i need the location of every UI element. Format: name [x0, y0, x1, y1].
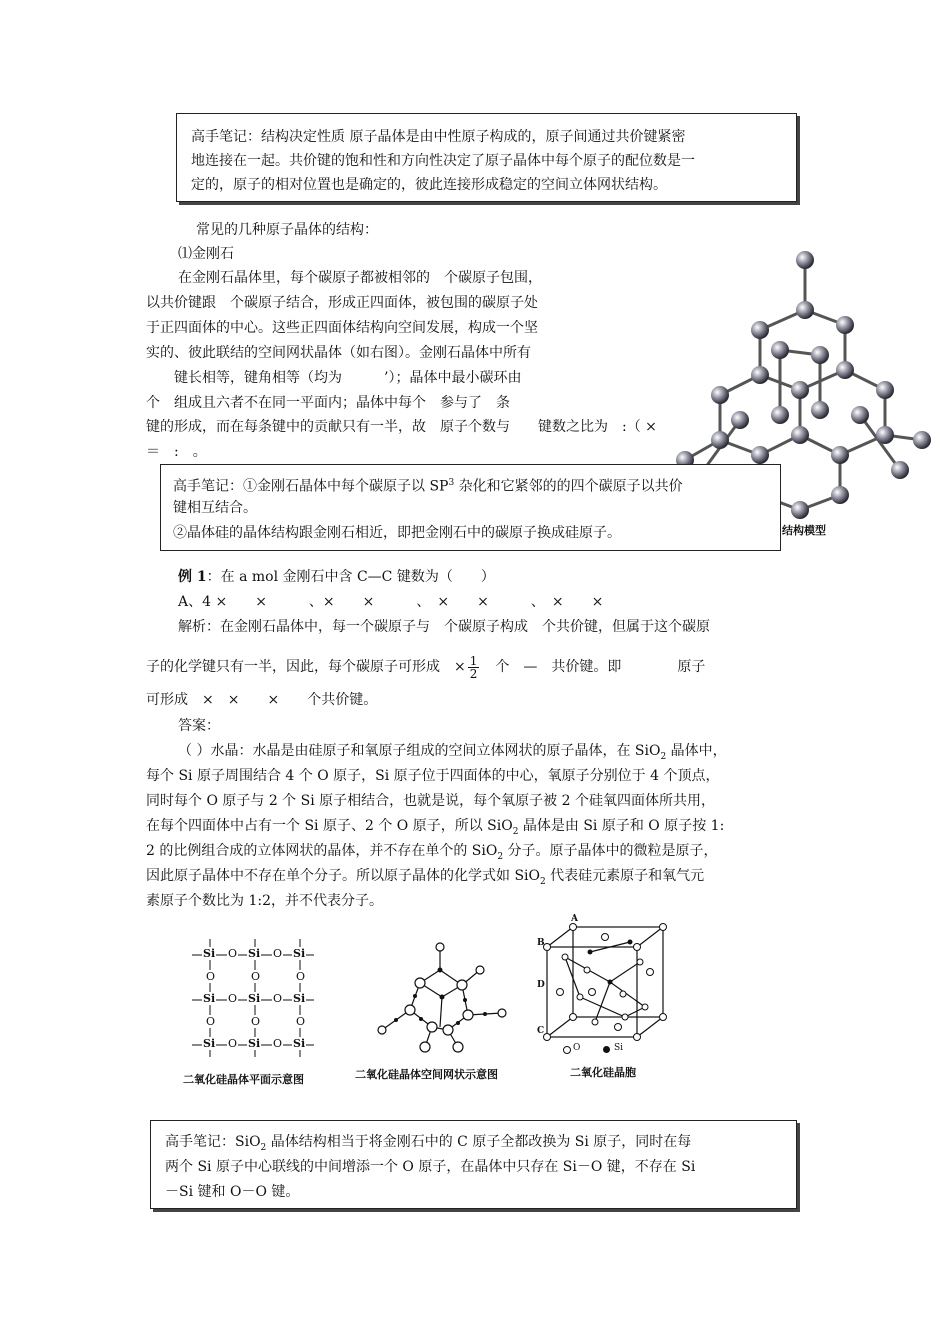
note3-line-1-pre: 高手笔记：SiO: [165, 1134, 261, 1150]
diamond-para-line-4: 实的、彼此联结的空间网状晶体（如右图）。金刚石晶体中所有: [146, 345, 531, 361]
note3-line-1-post: 晶体结构相当于将金刚石中的 C 原子全都改换为 Si 原子，同时在每: [266, 1134, 692, 1150]
example-1-analysis-2: [146, 652, 705, 682]
note2-line-1-pre: 高手笔记：①金刚石晶体中每个碳原子以 SP: [173, 478, 449, 495]
planar-o-8: O: [251, 970, 261, 983]
planar-o-10: O: [206, 1015, 216, 1028]
fraction-numerator: 1: [469, 653, 478, 668]
note3-line-3: －Si 键和 O－O 键。: [165, 1184, 300, 1200]
quartz-line-4-sub: 2: [512, 826, 519, 837]
legend-o-open-circle-icon: [563, 1046, 571, 1054]
planar-si-1: Si: [203, 947, 216, 960]
diamond-para-line-6: 个 组成且六者不在同一平面内；晶体中每个 参与了 条: [146, 395, 510, 411]
diamond-heading: ⑴金刚石: [178, 246, 234, 262]
sio2-unit-cell-diagram: [535, 914, 675, 1062]
example-1-analysis-1: 解析：在金刚石晶体中，每一个碳原子与 个碳原子构成 个共价键，但属于这个碳原: [178, 619, 710, 635]
planar-o-5: O: [228, 1037, 238, 1050]
diamond-para-line-2: 以共价键跟 个碳原子结合，形成正四面体，被包围的碳原子处: [146, 295, 538, 311]
planar-o-2: O: [273, 947, 283, 960]
planar-si-3: Si: [293, 947, 306, 960]
quartz-line-4: [146, 816, 724, 842]
planar-si-7: Si: [203, 1037, 216, 1050]
quartz-line-3: 同时每个 O 原子与 2 个 Si 原子相结合，也就是说，每个氧原子被 2 个硅氧四面体所共用，: [146, 793, 715, 809]
quartz-line-5-pre: 2 的比例组合成的立体网状的晶体，并不存在单个的 SiO: [146, 843, 498, 859]
sio2-planar-diagram: [188, 935, 318, 1060]
analysis-2-pre: 子的化学键只有一半，因此，每个碳原子可形成 ×: [146, 659, 466, 675]
example-1-text: ：在 a mol 金刚石中含 C—C 键数为（ ）: [206, 569, 495, 585]
diamond-para-line-3: 于正四面体的中心。这些正四面体结构向空间发展，构成一个坚: [146, 320, 538, 336]
example-1-analysis-3: 可形成 × × × 个共价键。: [146, 692, 378, 708]
note2-line-3: ②晶体硅的晶体结构跟金刚石相近，即把金刚石中的碳原子换成硅原子。: [173, 525, 621, 541]
quartz-line-6-pre: 因此原子晶体中不存在单个分子。所以原子晶体的化学式如 SiO: [146, 868, 540, 884]
planar-si-9: Si: [293, 1037, 306, 1050]
legend-si-filled-circle-icon: [603, 1046, 610, 1053]
planar-o-12: O: [296, 1015, 306, 1028]
one-half-fraction: [468, 655, 480, 680]
planar-o-6: O: [273, 1037, 283, 1050]
quartz-line-4-post: 晶体是由 Si 原子和 O 原子按 1:: [518, 818, 725, 834]
diamond-para-line-7: 键的形成，而在每条键中的贡献只有一半，故 原子个数与 键数之比为 :（ ×: [146, 419, 671, 435]
planar-si-2: Si: [248, 947, 261, 960]
note-box-1: [176, 113, 797, 202]
quartz-line-2: 每个 Si 原子周围结合 4 个 O 原子，Si 原子位于四面体的中心，氧原子分别位于 4 个顶点，: [146, 768, 720, 784]
fraction-denominator: 2: [469, 666, 478, 681]
quartz-line-5: [146, 841, 718, 867]
planar-si-4: Si: [203, 992, 216, 1005]
section-heading: 常见的几种原子晶体的结构：: [196, 222, 378, 238]
quartz-line-4-pre: 在每个四面体中占有一个 Si 原子、2 个 O 原子，所以 SiO: [146, 818, 513, 834]
quartz-line-7: 素原子个数比为 1:2，并不代表分子。: [146, 893, 383, 909]
unit-cell-label-d: D: [537, 980, 545, 990]
note2-line-2: 键相互结合。: [173, 500, 257, 516]
fig1-caption: 二氧化硅晶体平面示意图: [183, 1073, 304, 1086]
planar-o-11: O: [251, 1015, 261, 1028]
planar-si-5: Si: [248, 992, 261, 1005]
diamond-model-caption: 结构模型: [782, 524, 826, 537]
unit-cell-lines: [535, 922, 675, 1062]
unit-cell-label-c: C: [537, 1026, 545, 1036]
note1-line-2: 地连接在一起。共价键的饱和性和方向性决定了原子晶体中每个原子的配位数是一: [191, 153, 695, 169]
example-1-label: 例 1: [178, 569, 207, 585]
note2-line-1-post: 杂化和它紧邻的的四个碳原子以共价: [454, 478, 683, 495]
sio2-spatial-network-diagram: [370, 935, 520, 1060]
fig3-caption: 二氧化硅晶胞: [570, 1066, 636, 1079]
note1-line-3: 定的，原子的相对位置也是确定的，彼此连接形成稳定的空间立体网状结构。: [191, 177, 667, 193]
quartz-line-5-sub: 2: [497, 851, 504, 862]
unit-cell-label-a: A: [571, 914, 578, 924]
note1-line-1: 高手笔记：结构决定性质 原子晶体是由中性原子构成的，原子间通过共价键紧密: [191, 129, 686, 145]
quartz-line-1-sub: 2: [660, 751, 667, 762]
planar-o-7: O: [206, 970, 216, 983]
planar-o-1: O: [228, 947, 238, 960]
note-box-2: [160, 464, 781, 551]
planar-o-9: O: [296, 970, 306, 983]
example-1-question: [178, 567, 495, 587]
note2-sp3-sup: 3: [448, 478, 455, 488]
example-1-answer: 答案：: [178, 718, 220, 734]
quartz-line-1-pre: （ ）水晶：水晶是由硅原子和氧原子组成的空间立体网状的原子晶体，在 SiO: [178, 743, 661, 759]
legend-o-label: O: [573, 1043, 581, 1053]
diamond-para-line-5: 键长相等，键角相等（均为 ’）；晶体中最小碳环由: [174, 370, 522, 386]
note2-line-1: [173, 473, 683, 497]
note3-line-1: [165, 1132, 691, 1158]
planar-o-3: O: [228, 992, 238, 1005]
quartz-line-1-post: 晶体中，: [666, 743, 727, 759]
quartz-line-5-post: 分子。原子晶体中的微粒是原子，: [503, 843, 718, 859]
example-1-options: A、4 × × 、× × 、 × × 、 × ×: [178, 594, 604, 610]
diamond-para-line-1: 在金刚石晶体里，每个碳原子都被相邻的 个碳原子包围，: [178, 270, 542, 286]
note-box-3: [150, 1120, 797, 1209]
quartz-line-6: [146, 866, 704, 892]
planar-si-6: Si: [293, 992, 306, 1005]
planar-o-4: O: [273, 992, 283, 1005]
quartz-line-6-sub: 2: [540, 876, 546, 887]
fig2-caption: 二氧化硅晶体空间网状示意图: [355, 1068, 498, 1081]
diamond-para-line-8: ＝ : 。: [146, 444, 207, 460]
quartz-line-1: [178, 741, 727, 767]
analysis-2-post: 个 — 共价键。即 原子: [481, 659, 706, 675]
note3-line-2: 两个 Si 原子中心联线的中间增添一个 O 原子，在晶体中只存在 Si－O 键，不存在 Si: [165, 1159, 696, 1175]
legend-si-label: Si: [614, 1043, 624, 1053]
quartz-line-6-post: 代表硅元素原子和氧气元: [545, 868, 705, 884]
note3-line-1-sub: 2: [260, 1142, 267, 1153]
planar-si-8: Si: [248, 1037, 261, 1050]
unit-cell-label-b: B: [537, 938, 545, 948]
